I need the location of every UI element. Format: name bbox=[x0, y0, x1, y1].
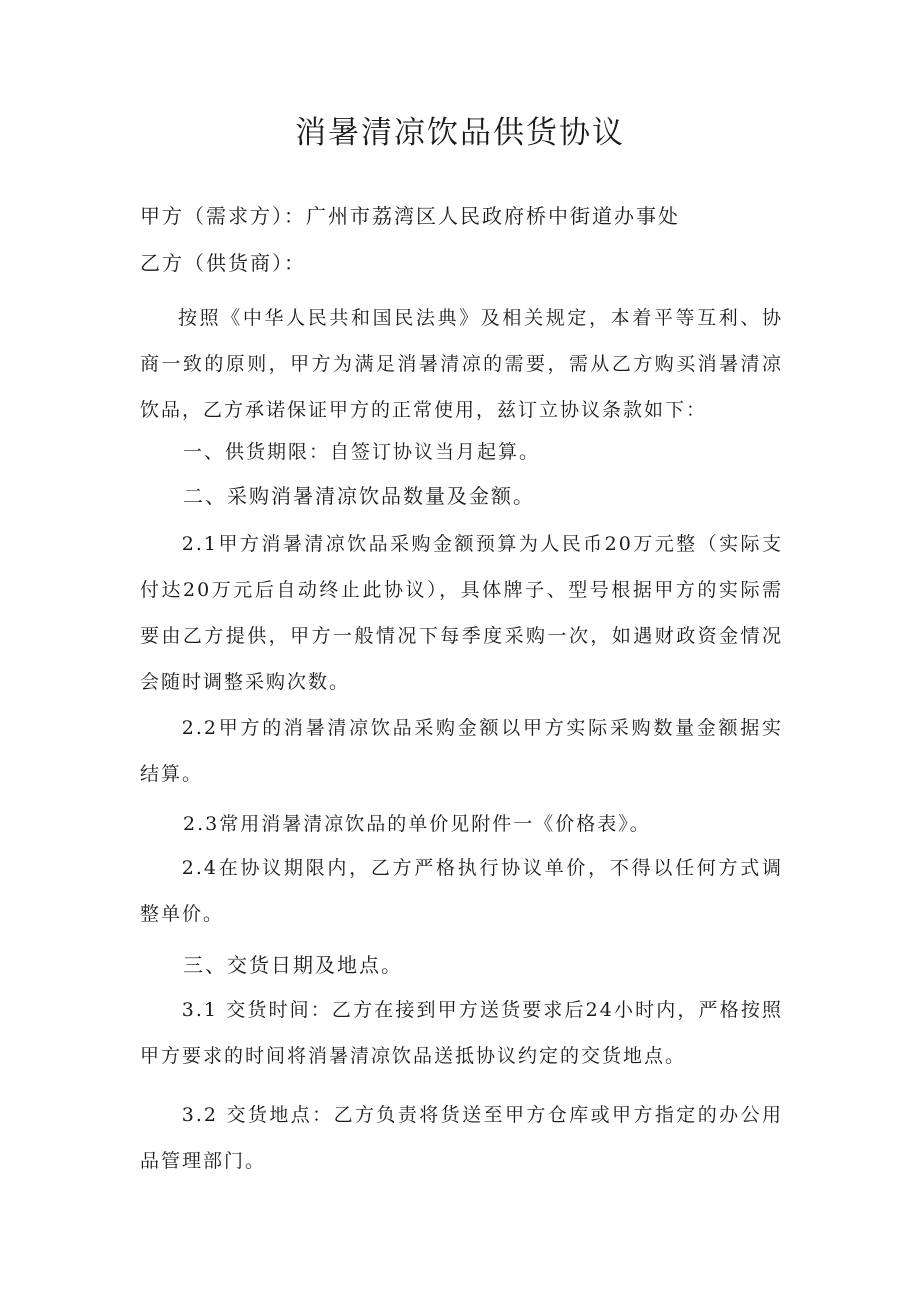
clause-3-1: 3.1 交货时间：乙方在接到甲方送货要求后24小时内，严格按照甲方要求的时间将消暑清凉饮品送抵协议约定的交货地点。 bbox=[140, 999, 783, 1067]
section-2-heading: 二、采购消暑清凉饮品数量及金额。 bbox=[183, 484, 535, 508]
clause-2-3: 2.3常用消暑清凉饮品的单价见附件一《价格表》。 bbox=[183, 813, 651, 835]
clause-2-1: 2.1甲方消暑清凉饮品采购金额预算为人民币20万元整（实际支付达20万元后自动终止此协议），具体牌子、型号根据甲方的实际需要由乙方提供，甲方一般情况下每季度采购一次，如遇财政资金情况会随时调整采购次数。 bbox=[140, 533, 783, 693]
clause-2-2: 2.2甲方的消暑清凉饮品采购金额以甲方实际采购数量金额据实结算。 bbox=[140, 717, 783, 785]
party-a-line: 甲方（需求方）：广州市荔湾区人民政府桥中街道办事处 bbox=[140, 204, 680, 228]
intro-paragraph: 按照《中华人民共和国民法典》及相关规定，本着平等互利、协商一致的原则，甲方为满足消暑清凉的需要，需从乙方购买消暑清凉饮品，乙方承诺保证甲方的正常使用，兹订立协议条款如下： bbox=[140, 307, 783, 421]
section-1-heading: 一、供货期限：自签订协议当月起算。 bbox=[183, 441, 541, 463]
document-title: 消暑清凉饮品供货协议 bbox=[295, 115, 625, 151]
clause-2-4: 2.4在协议期限内，乙方严格执行协议单价，不得以任何方式调整单价。 bbox=[140, 857, 783, 925]
clause-3-2: 3.2 交货地点：乙方负责将货送至甲方仓库或甲方指定的办公用品管理部门。 bbox=[140, 1104, 783, 1172]
section-3-heading: 三、交货日期及地点。 bbox=[183, 953, 403, 977]
party-b-line: 乙方（供货商）： bbox=[140, 251, 306, 275]
